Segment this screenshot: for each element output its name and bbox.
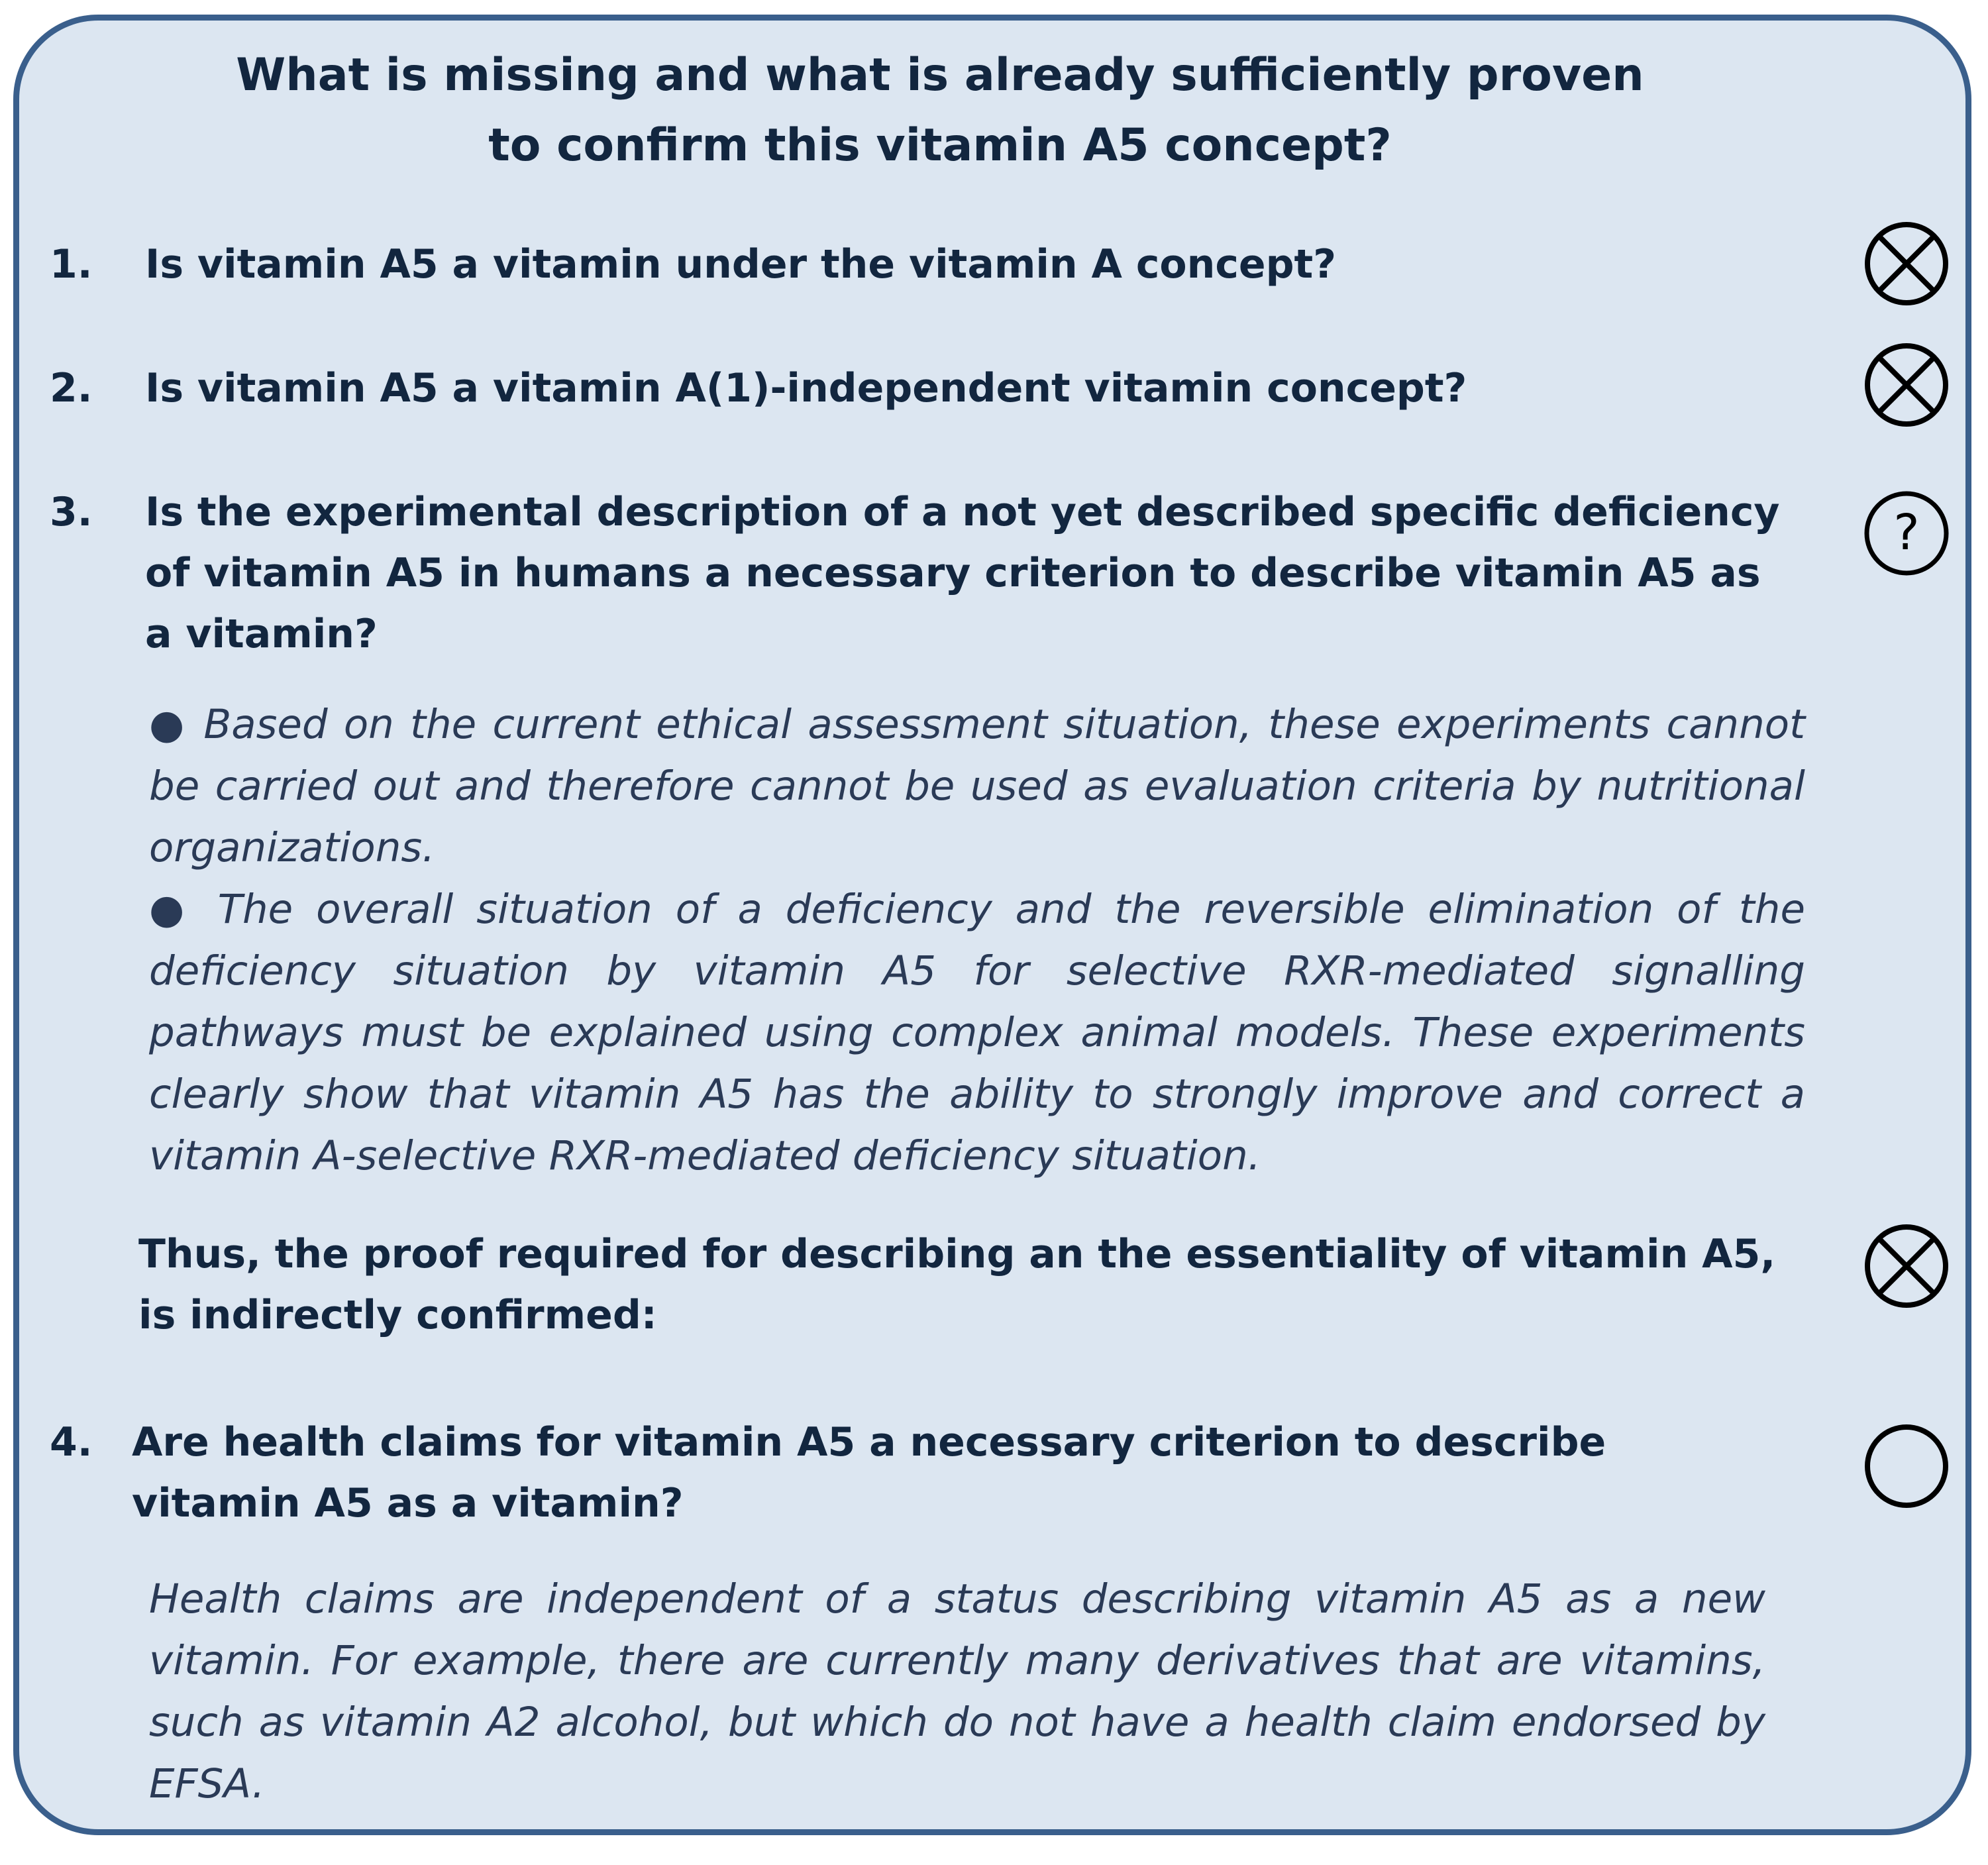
- question-3-number: 3.: [50, 489, 93, 535]
- question-3-conclusion: Thus, the proof required for describing an the essentiality of vitamin A5, is indirectly confirmed:: [138, 1231, 1776, 1338]
- content-panel: [13, 15, 1971, 1835]
- question-3-notes: [149, 694, 1805, 1187]
- question-mark-text: ?: [1893, 504, 1920, 561]
- question-3-note-1: ● Based on the current ethical assessment situation, these experiments cannot be carried out and therefore cannot be used as evaluation criteria by nutritional organizations.: [149, 701, 1805, 871]
- question-1-text: Is vitamin A5 a vitamin under the vitamin A concept?: [145, 241, 1337, 288]
- question-4-note: Health claims are independent of a status describing vitamin A5 as a new vitamin. For example, there are currently many derivatives that are vitamins, such as vitamin A2 alcohol, but which do not have a health claim endorsed by EFSA.: [149, 1575, 1765, 1807]
- question-3-text: Is the experimental description of a not yet described specific deficiency of vitamin A5 in humans a necessary criterion to describe vitamin A5 as a vitamin?: [145, 489, 1780, 657]
- question-4-number: 4.: [50, 1419, 93, 1465]
- question-2-number: 2.: [50, 365, 93, 411]
- empty-circle-icon: [1863, 1422, 1950, 1510]
- question-2-text: Is vitamin A5 a vitamin A(1)-independent vitamin concept?: [145, 365, 1467, 411]
- circle-x-icon: [1863, 220, 1950, 307]
- circle-x-icon: [1863, 1222, 1950, 1310]
- circle-x-icon: [1863, 341, 1950, 429]
- title-line-1: What is missing and what is already sufficiently proven: [236, 49, 1644, 101]
- circle-question-icon: [1863, 490, 1950, 577]
- panel-title: [19, 40, 1861, 181]
- question-4-text: Are health claims for vitamin A5 a necessary criterion to describe vitamin A5 as a vitamin?: [132, 1419, 1606, 1526]
- question-3-note-2: ● The overall situation of a deficiency and the reversible elimination of the deficiency situation by vitamin A5 for selective RXR-mediated signalling pathways must be explained using complex animal models. These experiments clearly show that vitamin A5 has the ability to strongly improve and correct a vitamin A-selective RXR-mediated deficiency situation.: [149, 886, 1805, 1179]
- title-line-2: to confirm this vitamin A5 concept?: [488, 119, 1392, 172]
- question-1-number: 1.: [50, 241, 93, 288]
